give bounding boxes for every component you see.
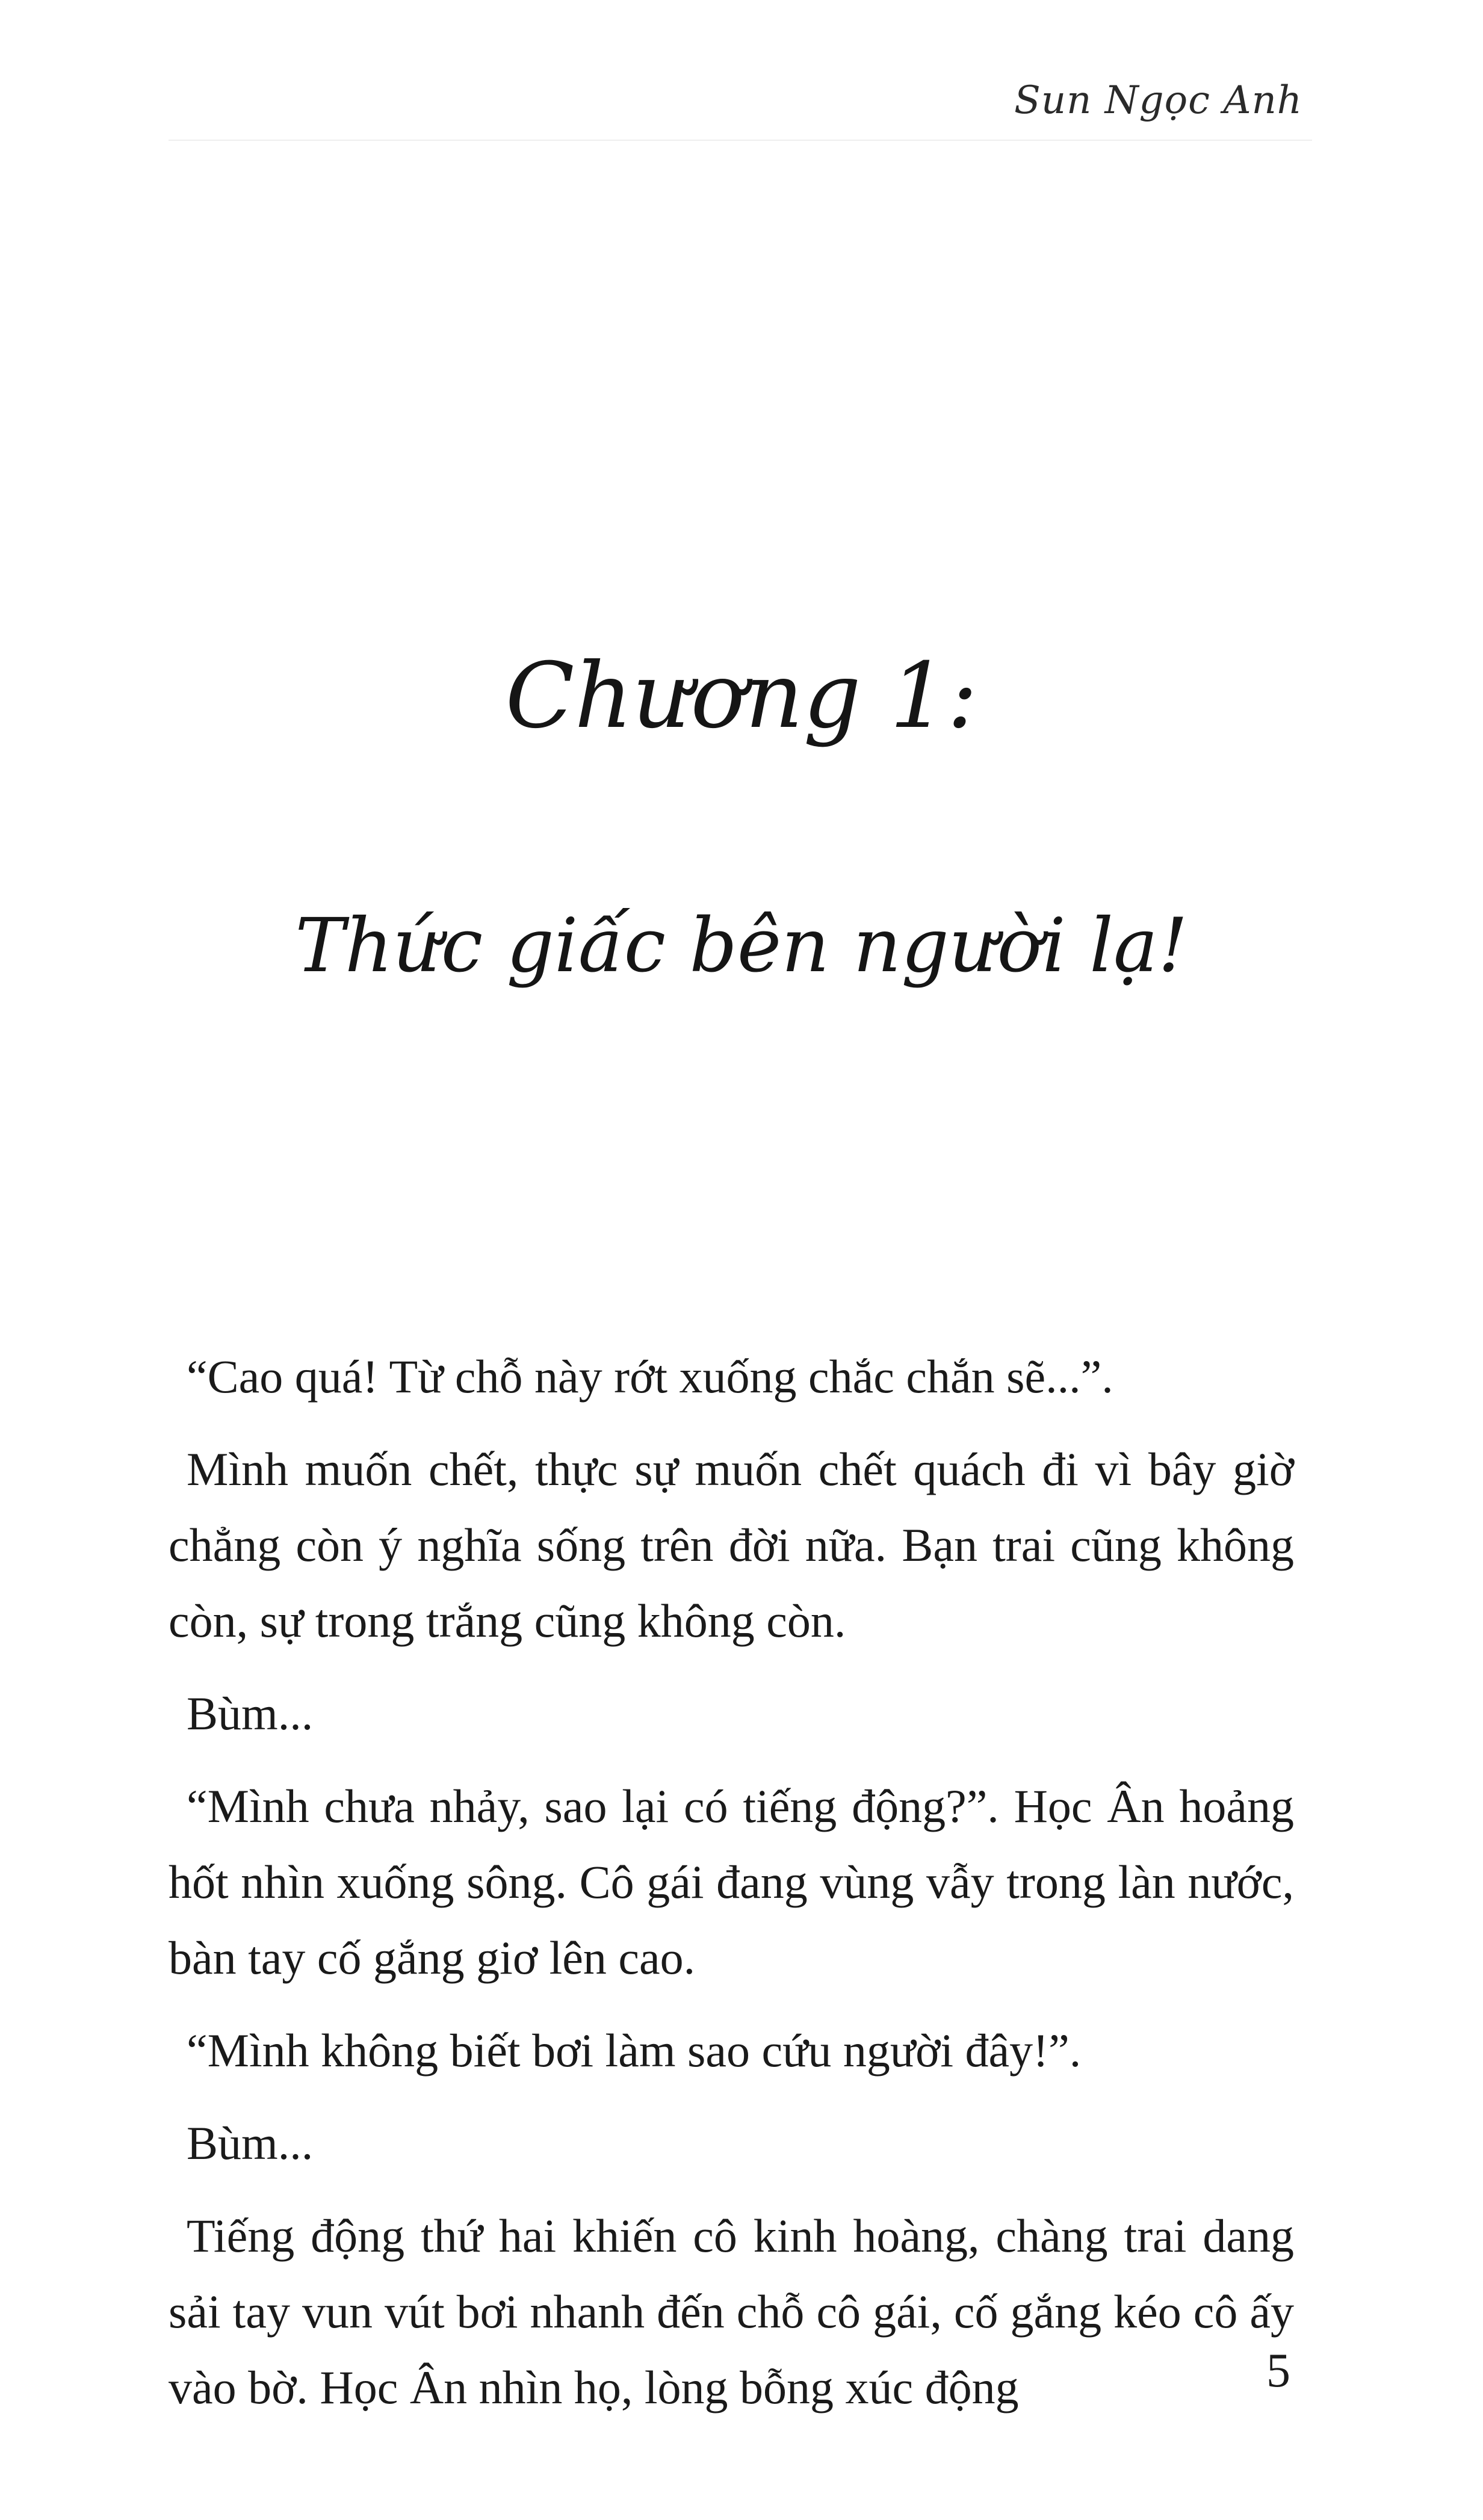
chapter-title: Thức giấc bên người lạ! (295, 903, 1188, 989)
running-header-author: Sun Ngọc Anh (1014, 78, 1302, 123)
paragraph: Bùm... (187, 1687, 314, 1740)
paragraph: Mình muốn chết, thực sự muốn chết quách đi vì bây giờ chẳng còn ý nghĩa sống trên đời nữa. Bạn trai cũng không còn, sự trong trắng cũng không còn. (169, 1443, 1294, 1647)
paragraph: “Mình chưa nhảy, sao lại có tiếng động?”. Học Ân hoảng hốt nhìn xuống sông. Cô gái đang vùng vẫy trong làn nước, bàn tay cố gắng giơ lên cao. (169, 1780, 1294, 1984)
body-text (169, 1339, 1294, 2426)
page-number: 5 (1266, 2344, 1290, 2397)
header-divider (169, 140, 1312, 141)
paragraph: Tiếng động thứ hai khiến cô kinh hoàng, chàng trai dang sải tay vun vút bơi nhanh đến chỗ cô gái, cố gắng kéo cô ấy vào bờ. Học Ân nhìn họ, lòng bỗng xúc động (169, 2210, 1294, 2413)
paragraph: Bùm... (187, 2117, 314, 2169)
paragraph: “Mình không biết bơi làm sao cứu người đây!”. (187, 2024, 1082, 2077)
paragraph: “Cao quá! Từ chỗ này rớt xuống chắc chắn sẽ...”. (187, 1350, 1113, 1403)
chapter-number: Chương 1: (505, 644, 978, 749)
